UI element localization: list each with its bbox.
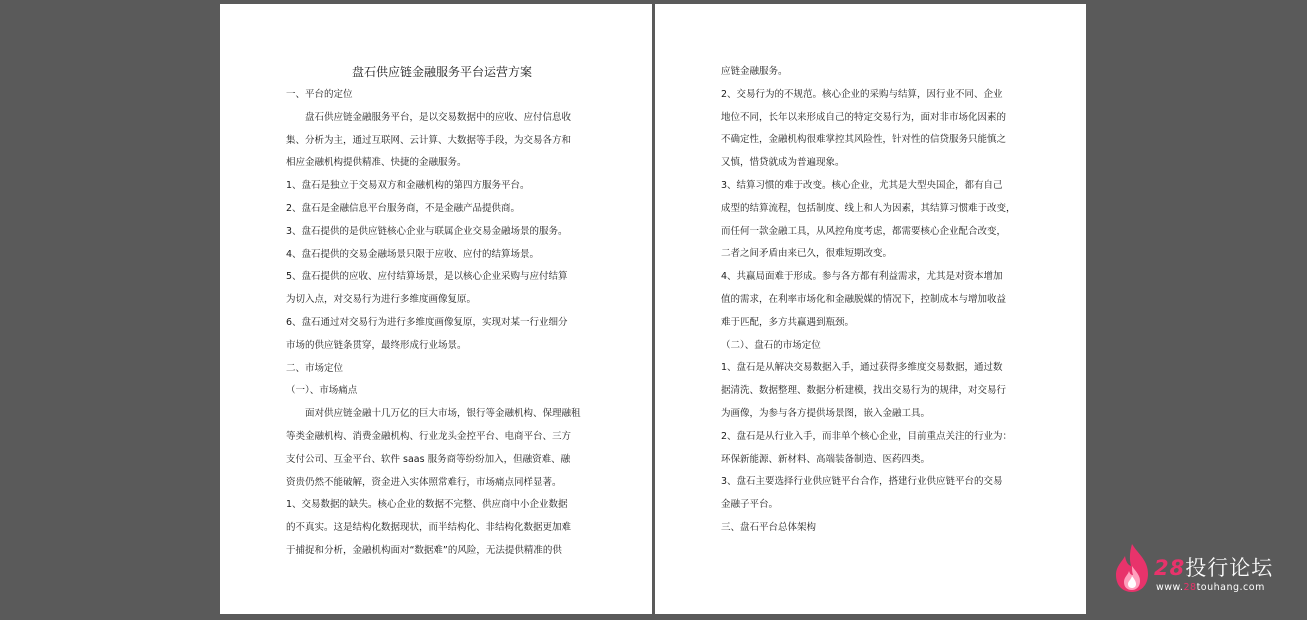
paragraph-line: 3、盘石提供的是供应链核心企业与联属企业交易金融场景的服务。 — [286, 225, 568, 237]
paragraph-line: 于捕捉和分析，金融机构面对“数据难”的风险，无法提供精准的供 — [286, 544, 562, 556]
paragraph-line: 2、盘石是金融信息平台服务商，不是金融产品提供商。 — [286, 202, 521, 214]
paragraph-line: 二者之间矛盾由来已久，很难短期改变。 — [721, 248, 893, 260]
site-watermark — [1108, 542, 1298, 598]
flame-logo-icon — [1112, 542, 1152, 594]
section-heading: 三、盘石平台总体架构 — [721, 521, 817, 533]
document-page-left — [220, 4, 652, 614]
paragraph-line: 成型的结算流程，包括制度、线上和人为因素，其结算习惯难于改变， — [721, 202, 1016, 214]
paragraph-line: 而任何一款金融工具，从风控角度考虑，都需要核心企业配合改变， — [721, 225, 1007, 237]
paragraph-line: 4、盘石提供的交易金融场景只限于应收、应付的结算场景。 — [286, 248, 540, 260]
paragraph-line: 4、共赢局面难于形成。参与各方都有利益需求，尤其是对资本增加 — [721, 271, 1003, 283]
section-heading: （一）、市场痛点 — [286, 385, 358, 397]
paragraph-line: 盘石供应链金融服务平台，是以交易数据中的应收、应付信息收 — [305, 111, 572, 123]
section-heading: 一、平台的定位 — [286, 89, 353, 100]
paragraph-line: 又慎，惜贷就成为普遍现象。 — [721, 157, 845, 169]
paragraph-line: 6、盘石通过对交易行为进行多维度画像复原，实现对某一行业细分 — [286, 316, 568, 328]
paragraph-line: 3、盘石主要选择行业供应链平台合作，搭建行业供应链平台的交易 — [721, 476, 1003, 488]
paragraph-line: 2、交易行为的不规范。核心企业的采购与结算，因行业不同、企业 — [721, 88, 1003, 100]
paragraph-line: 面对供应链金融十几万亿的巨大市场，银行等金融机构、保理融租 — [305, 408, 581, 420]
watermark-url-prefix: www. — [1156, 582, 1184, 593]
paragraph-line: 为切入点，对交易行为进行多维度画像复原。 — [286, 294, 477, 306]
paragraph-line: 支付公司、互金平台、软件 saas 服务商等纷纷加入，但融资难、融 — [286, 453, 571, 465]
page-body-left — [286, 84, 602, 563]
watermark-url-accent: 28 — [1183, 582, 1197, 593]
watermark-url-suffix: touhang.com — [1196, 582, 1265, 593]
document-title: 盘石供应链金融服务平台运营方案 — [351, 65, 532, 79]
section-heading: 二、市场定位 — [286, 362, 344, 374]
page-body-right — [721, 61, 1036, 540]
paragraph-line: 难于匹配，多方共赢遇到瓶颈。 — [721, 316, 855, 328]
section-heading: （二）、盘石的市场定位 — [721, 339, 821, 351]
watermark-site-name — [1154, 552, 1273, 582]
paragraph-line: 环保新能源、新材料、高端装备制造、医药四类。 — [721, 453, 931, 465]
paragraph-line: 1、交易数据的缺失。核心企业的数据不完整、供应商中小企业数据 — [286, 499, 568, 511]
paragraph-line: 资贵仍然不能破解，资金进入实体照常难行，市场痛点同样显著。 — [286, 476, 562, 488]
watermark-url — [1156, 582, 1265, 593]
watermark-number: 28 — [1154, 556, 1186, 580]
paragraph-line: 1、盘石是从解决交易数据入手，通过获得多维度交易数据，通过数 — [721, 362, 1003, 374]
paragraph-line: 集、分析为主，通过互联网、云计算、大数据等手段，为交易各方和 — [286, 134, 572, 146]
paragraph-line: 相应金融机构提供精准、快捷的金融服务。 — [286, 157, 467, 169]
paragraph-line: 地位不同，长年以来形成自己的特定交易行为，面对非市场化因素的 — [721, 111, 1007, 123]
paragraph-line: 据清洗、数据整理、数据分析建模，找出交易行为的规律，对交易行 — [721, 385, 1007, 397]
paragraph-line: 的不真实。这是结构化数据现状，而半结构化、非结构化数据更加难 — [286, 522, 572, 534]
paragraph-line: 3、结算习惯的难于改变。核心企业，尤其是大型央国企，都有自己 — [721, 179, 1003, 191]
watermark-name: 投行论坛 — [1185, 556, 1274, 580]
paragraph-line: 应链金融服务。 — [721, 66, 788, 77]
paragraph-line: 值的需求，在利率市场化和金融脱媒的情况下，控制成本与增加收益 — [721, 293, 1007, 305]
document-page-right — [655, 4, 1086, 614]
paragraph-line: 1、盘石是独立于交易双方和金融机构的第四方服务平台。 — [286, 180, 530, 192]
paragraph-line: 不确定性，金融机构很难掌控其风险性，针对性的信贷服务只能慎之 — [721, 134, 1007, 146]
paragraph-line: 2、盘石是从行业入手，而非单个核心企业，目前重点关注的行业为： — [721, 430, 1013, 442]
paragraph-line: 为画像，为参与各方提供场景图，嵌入金融工具。 — [721, 407, 931, 419]
paragraph-line: 等类金融机构、消费金融机构、行业龙头金控平台、电商平台、三方 — [286, 430, 572, 442]
paragraph-line: 5、盘石提供的应收、应付结算场景，是以核心企业采购与应付结算 — [286, 271, 568, 283]
paragraph-line: 市场的供应链条贯穿，最终形成行业场景。 — [286, 339, 467, 351]
paragraph-line: 金融子平台。 — [721, 499, 779, 511]
